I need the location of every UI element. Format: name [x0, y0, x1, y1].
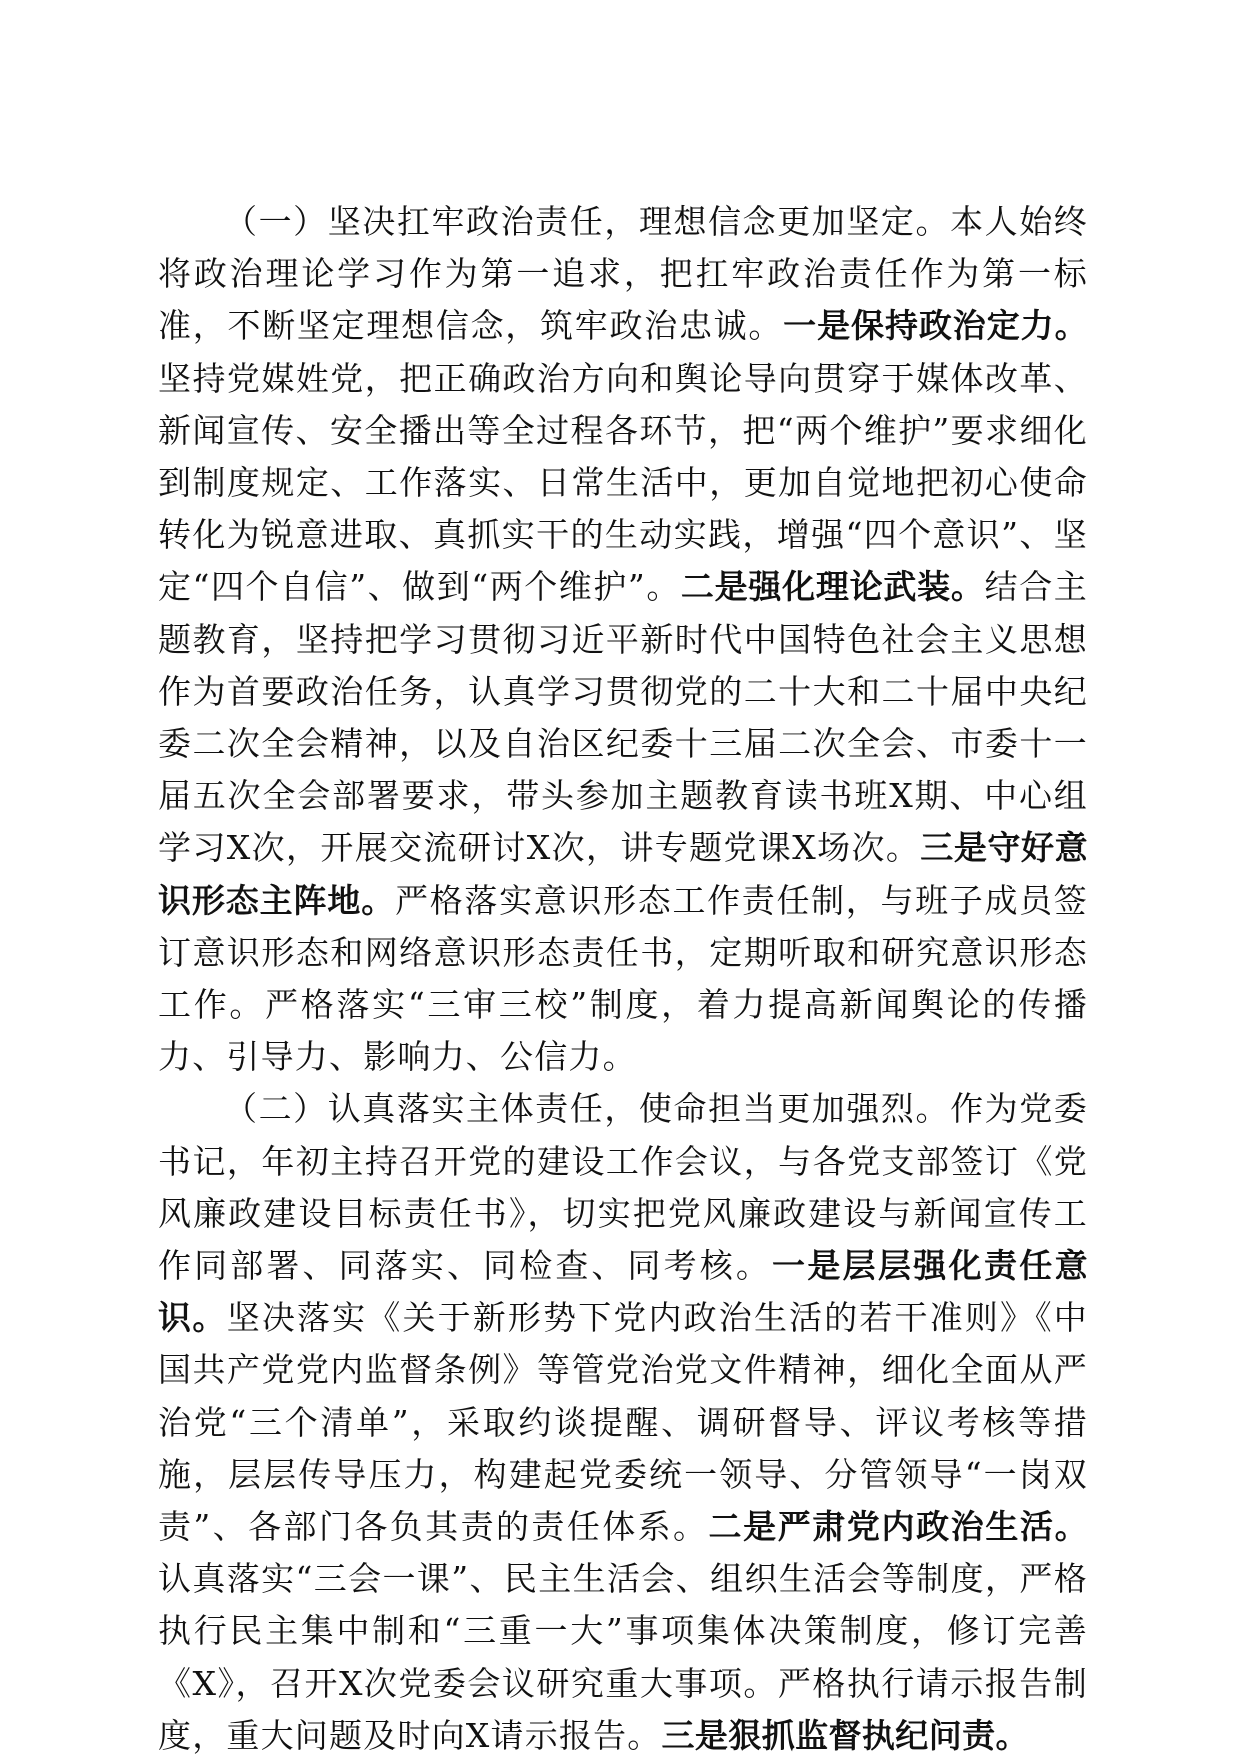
- text-run: （一）坚决扛牢政治责任，理想信念更加坚定。本人始终将政治理论学习作为第一追求，把扛牢政治责任作为第一标准，不断坚定理想信念，筑牢政治忠诚。: [158, 202, 1088, 346]
- text-run: 坚持党媒姓党，把正确政治方向和舆论导向贯穿于媒体改革、新闻宣传、安全播出等全过程各环节，把“两个维护”要求细化到制度规定、工作落实、日常生活中，更加自觉地把初心使命转化为锐意进取、真抓实干的生动实践，增强“四个意识”、坚定“四个自信”、做到“两个维护”。: [158, 358, 1088, 607]
- paragraph-main-responsibility: [158, 1083, 1088, 1762]
- bold-heading-run: 三是守好意识形态主阵地。: [158, 828, 1088, 920]
- document-page: [158, 196, 1088, 1762]
- bold-heading-run: 二是严肃党内政治生活。: [708, 1507, 1088, 1547]
- bold-heading-run: 一是保持政治定力。: [783, 306, 1088, 346]
- text-run: 严格落实意识形态工作责任制，与班子成员签订意识形态和网络意识形态责任书，定期听取和研究意识形态工作。严格落实“三审三校”制度，着力提高新闻舆论的传播力、引导力、影响力、公信力。: [158, 880, 1088, 1077]
- bold-heading-run: 一是层层强化责任意识。: [158, 1246, 1088, 1338]
- text-run: 认真落实“三会一课”、民主生活会、组织生活会等制度，严格执行民主集中制和“三重一大”事项集体决策制度，修订完善《X》，召开X次党委会议研究重大事项。严格执行请示报告制度，重大问题及时向X请示报告。: [158, 1559, 1088, 1755]
- bold-heading-run: 二是强化理论武装。: [680, 567, 985, 607]
- text-run: （二）认真落实主体责任，使命担当更加强烈。作为党委书记，年初主持召开党的建设工作会议，与各党支部签订《党风廉政建设目标责任书》，切实把党风廉政建设与新闻宣传工作同部署、同落实、同检查、同考核。: [158, 1089, 1088, 1286]
- text-run: 结合主题教育，坚持把学习贯彻习近平新时代中国特色社会主义思想作为首要政治任务，认真学习贯彻党的二十大和二十届中央纪委二次全会精神，以及自治区纪委十三届二次全会、市委十一届五次全会部署要求，带头参加主题教育读书班X期、中心组学习X次，开展交流研讨X次，讲专题党课X场次。: [158, 567, 1088, 868]
- text-run: 坚决落实《关于新形势下党内政治生活的若干准则》《中国共产党党内监督条例》等管党治党文件精神，细化全面从严治党“三个清单”，采取约谈提醒、调研督导、评议考核等措施，层层传导压力，构建起党委统一领导、分管领导“一岗双责”、各部门各负其责的责任体系。: [158, 1298, 1088, 1547]
- bold-heading-run: 三是狠抓监督执纪问责。: [661, 1715, 1029, 1755]
- paragraph-political-responsibility: [158, 196, 1088, 1083]
